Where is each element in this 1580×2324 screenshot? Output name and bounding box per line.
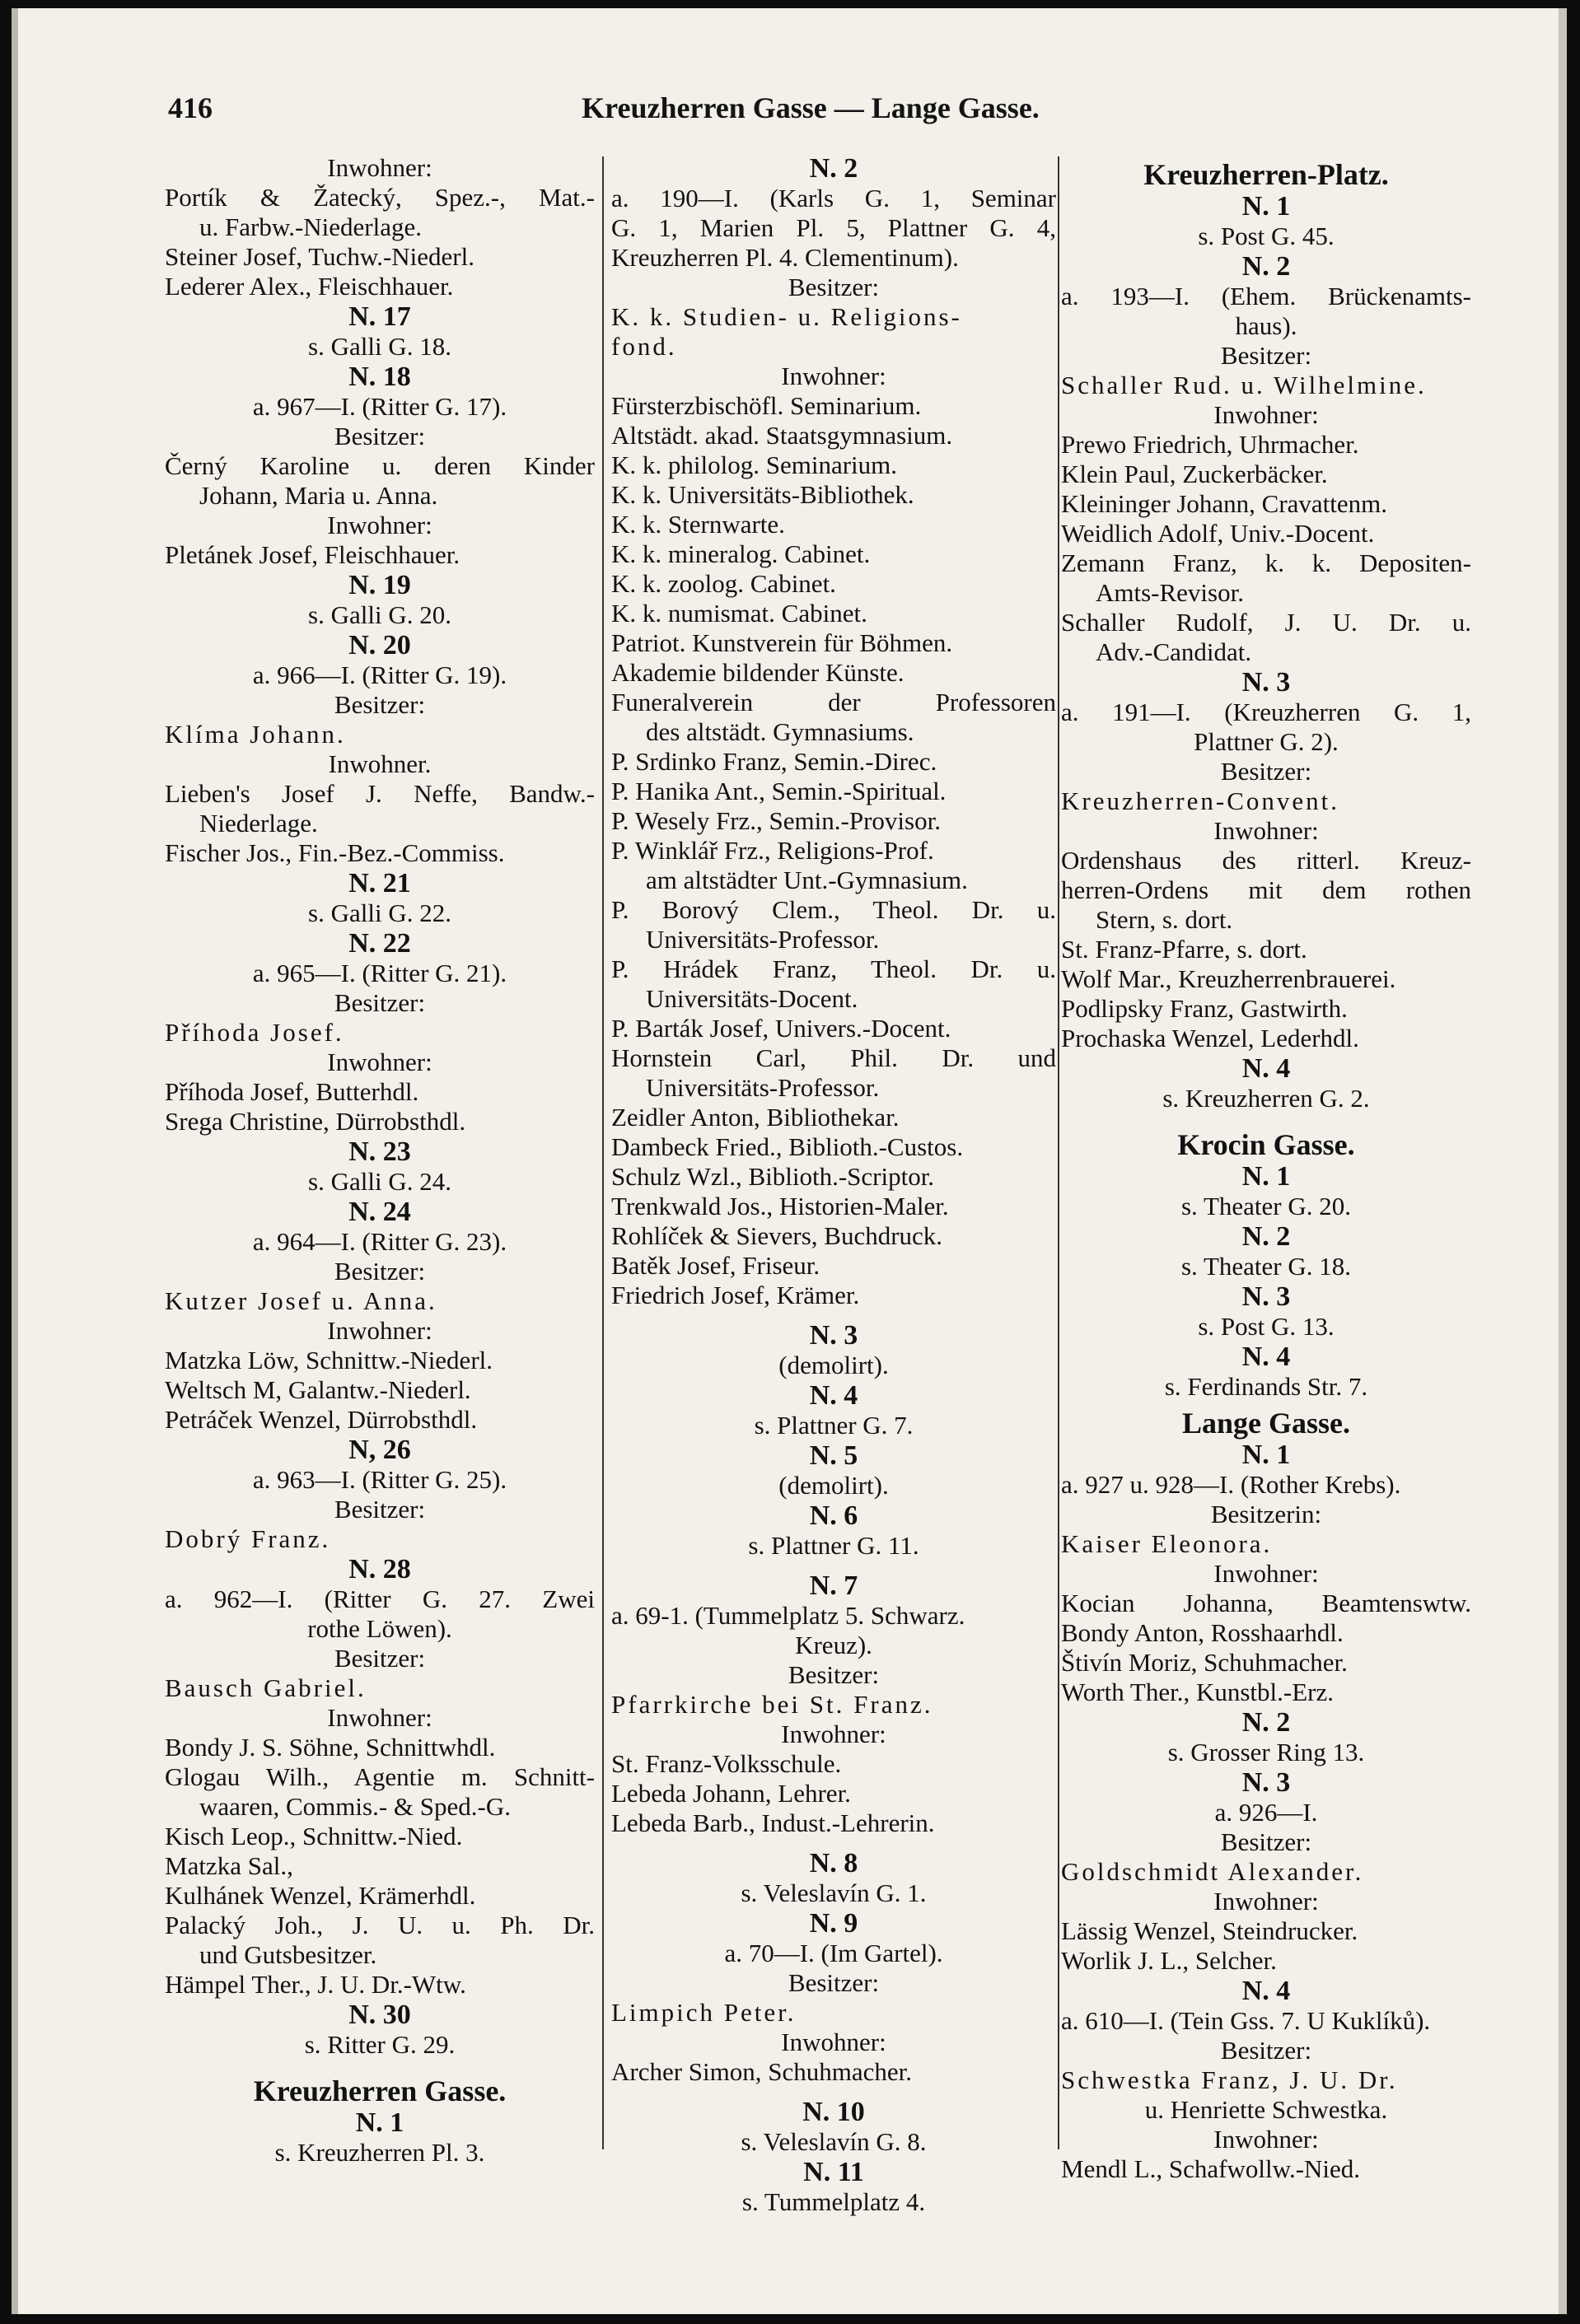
house-number: N. 17 <box>348 301 411 332</box>
centered-line: s. Kreuzherren Pl. 3. <box>274 2138 485 2167</box>
entry-line: Zemann Franz, k. k. Depositen- <box>1061 548 1471 577</box>
centered-line: s. Veleslavín G. 8. <box>741 2127 927 2156</box>
entry-line: Worlik J. L., Selcher. <box>1061 1946 1277 1975</box>
entry-line: P. Winklář Frz., Religions-Prof. <box>611 836 934 865</box>
centered-line: s. Theater G. 20. <box>1180 1192 1352 1220</box>
centered-line: Inwohner: <box>1213 1887 1319 1916</box>
entry-line: Srega Christine, Dürrobsthdl. <box>165 1107 466 1136</box>
centered-line: u. Henriette Schwestka. <box>1144 2095 1388 2124</box>
entry-line: a. 610—I. (Tein Gss. 7. U Kuklíků). <box>1061 2006 1431 2035</box>
entry-line: Batěk Josef, Friseur. <box>611 1251 820 1280</box>
entry-line: K. k. numismat. Cabinet. <box>611 599 867 628</box>
entry-line: P. Srdinko Franz, Semin.-Direc. <box>611 747 937 776</box>
house-number: N. 2 <box>1241 1707 1291 1738</box>
entry-line: Štivín Moriz, Schuhmacher. <box>1061 1648 1348 1677</box>
centered-line: a. 964—I. (Ritter G. 23). <box>252 1227 507 1256</box>
centered-line: s. Ritter G. 29. <box>304 2030 456 2059</box>
entry-line: herren-Ordens mit dem rothen <box>1061 875 1471 904</box>
entry-line: a. 69-1. (Tummelplatz 5. Schwarz. <box>611 1601 965 1630</box>
column-rule-left <box>602 156 604 2149</box>
house-number: N. 1 <box>355 2107 404 2138</box>
owner-line: Limpich Peter. <box>611 1998 797 2027</box>
entry-line: Kreuzherren Pl. 4. Clementinum). <box>611 243 959 272</box>
house-number: N. 3 <box>1241 667 1291 698</box>
centered-line: haus). <box>1235 311 1297 340</box>
house-number: N. 8 <box>809 1848 858 1878</box>
continuation-line: des altstädt. Gymnasiums. <box>646 717 914 746</box>
entry-line: a. 191—I. (Kreuzherren G. 1, <box>1061 698 1471 726</box>
house-number: N. 5 <box>809 1440 858 1471</box>
centered-line: Besitzer: <box>334 1257 426 1286</box>
centered-line: Inwohner: <box>1213 1559 1319 1588</box>
centered-line: Besitzer: <box>334 1495 426 1524</box>
entry-line: Hämpel Ther., J. U. Dr.-Wtw. <box>165 1970 466 1999</box>
entry-line: Kulhánek Wenzel, Krämerhdl. <box>165 1881 476 1910</box>
column-left <box>165 153 595 2168</box>
centered-line: s. Post G. 13. <box>1198 1312 1335 1341</box>
centered-line: s. Galli G. 18. <box>308 332 451 361</box>
entry-line: Lebeda Johann, Lehrer. <box>611 1779 851 1808</box>
owner-line: K. k. Studien- u. Religions- <box>611 302 962 331</box>
entry-line: Dambeck Fried., Biblioth.-Custos. <box>611 1132 964 1161</box>
entry-line: K. k. zoolog. Cabinet. <box>611 569 836 598</box>
spacer <box>611 1838 1056 1848</box>
continuation-line: Universitäts-Docent. <box>646 984 858 1013</box>
entry-line: Kocian Johanna, Beamtenswtw. <box>1061 1589 1471 1617</box>
house-number: N. 18 <box>348 362 411 392</box>
entry-line: Trenkwald Jos., Historien-Maler. <box>611 1192 949 1220</box>
house-number: N. 28 <box>348 1554 411 1584</box>
entry-line: Matzka Sal., <box>165 1851 293 1880</box>
entry-line: Prochaska Wenzel, Lederhdl. <box>1061 1024 1359 1052</box>
street-heading: Lange Gasse. <box>1181 1407 1350 1440</box>
house-number: N, 26 <box>348 1435 411 1465</box>
centered-line: Besitzer: <box>334 988 426 1017</box>
entry-line: P. Borový Clem., Theol. Dr. u. <box>611 895 1056 924</box>
centered-line: Besitzer: <box>1220 757 1312 786</box>
street-heading: Kreuzherren-Platz. <box>1143 158 1389 191</box>
owner-line: Pfarrkirche bei St. Franz. <box>611 1690 933 1719</box>
owner-line: Kreuzherren-Convent. <box>1061 786 1340 815</box>
centered-line: (demolirt). <box>778 1351 889 1379</box>
centered-line: a. 965—I. (Ritter G. 21). <box>252 959 507 987</box>
centered-line: a. 963—I. (Ritter G. 25). <box>252 1465 507 1494</box>
entry-line: Schulz Wzl., Biblioth.-Scriptor. <box>611 1162 935 1191</box>
centered-line: Inwohner: <box>781 362 886 390</box>
centered-line: Inwohner: <box>1213 400 1319 429</box>
column-right <box>1061 153 1471 2184</box>
centered-line: s. Theater G. 18. <box>1180 1252 1352 1281</box>
entry-line: Mendl L., Schafwollw.-Nied. <box>1061 2154 1361 2183</box>
entry-line: Bondy Anton, Rosshaarhdl. <box>1061 1618 1344 1647</box>
entry-line: Schaller Rudolf, J. U. Dr. u. <box>1061 608 1471 637</box>
entry-line: P. Barták Josef, Univers.-Docent. <box>611 1014 951 1043</box>
house-number: N. 4 <box>809 1380 858 1411</box>
continuation-line: Niederlage. <box>199 809 318 838</box>
house-number: N. 4 <box>1241 1342 1291 1372</box>
entry-line: Patriot. Kunstverein für Böhmen. <box>611 628 953 657</box>
entry-line: Lässig Wenzel, Steindrucker. <box>1061 1916 1358 1945</box>
entry-line: Palacký Joh., J. U. u. Ph. Dr. <box>165 1911 595 1939</box>
house-number: N. 9 <box>809 1908 858 1939</box>
entry-line: Prewo Friedrich, Uhrmacher. <box>1061 430 1359 459</box>
centered-line: Besitzer: <box>788 1968 880 1997</box>
centered-line: s. Kreuzherren G. 2. <box>1162 1084 1370 1113</box>
entry-line: St. Franz-Pfarre, s. dort. <box>1061 935 1307 964</box>
entry-line: a. 962—I. (Ritter G. 27. Zwei <box>165 1584 595 1613</box>
centered-line: Inwohner: <box>327 1703 432 1732</box>
entry-line: Fischer Jos., Fin.-Bez.-Commiss. <box>165 838 505 867</box>
centered-line: s. Ferdinands Str. 7. <box>1164 1372 1368 1401</box>
entry-line: Weltsch M, Galantw.-Niederl. <box>165 1375 471 1404</box>
entry-line: Lederer Alex., Fleischhauer. <box>165 272 454 301</box>
entry-line: Matzka Löw, Schnittw.-Niederl. <box>165 1346 493 1374</box>
house-number: N. 1 <box>1241 1440 1291 1470</box>
entry-line: Weidlich Adolf, Univ.-Docent. <box>1061 519 1375 548</box>
house-number: N. 30 <box>348 2000 411 2030</box>
centered-line: s. Galli G. 20. <box>308 600 451 629</box>
entry-line: a. 190—I. (Karls G. 1, Seminar <box>611 184 1056 212</box>
house-number: N. 4 <box>1241 1976 1291 2006</box>
spacer <box>611 1561 1056 1570</box>
centered-line: s. Veleslavín G. 1. <box>741 1878 927 1907</box>
house-number: N. 6 <box>809 1500 858 1531</box>
entry-line: St. Franz-Volksschule. <box>611 1749 842 1778</box>
centered-line: s. Plattner G. 11. <box>748 1531 919 1560</box>
house-number: N. 2 <box>1241 1221 1291 1252</box>
house-number: N. 24 <box>348 1197 411 1227</box>
entry-line: Friedrich Josef, Krämer. <box>611 1281 860 1309</box>
house-number: N. 2 <box>1241 251 1291 282</box>
owner-line: fond. <box>611 332 677 361</box>
entry-line: Wolf Mar., Kreuzherrenbrauerei. <box>1061 964 1396 993</box>
entry-line: Klein Paul, Zuckerbäcker. <box>1061 460 1328 488</box>
owner-line: Příhoda Josef. <box>165 1018 344 1047</box>
centered-line: Besitzer: <box>334 422 426 450</box>
house-number: N. 20 <box>348 630 411 660</box>
entry-line: Lebeda Barb., Indust.-Lehrerin. <box>611 1808 935 1837</box>
house-number: N. 7 <box>809 1570 858 1601</box>
centered-line: s. Post G. 45. <box>1198 222 1335 250</box>
centered-line: Besitzer: <box>788 273 880 301</box>
house-number: N. 21 <box>348 868 411 898</box>
centered-line: Besitzer: <box>1220 1827 1312 1856</box>
centered-line: Besitzerin: <box>1210 1500 1322 1528</box>
house-number: N. 19 <box>348 570 411 600</box>
centered-line: s. Plattner G. 7. <box>754 1411 914 1440</box>
house-number: N. 22 <box>348 928 411 959</box>
centered-line: a. 926—I. <box>1214 1798 1318 1827</box>
owner-line: Goldschmidt Alexander. <box>1061 1857 1364 1886</box>
owner-line: Schaller Rud. u. Wilhelmine. <box>1061 371 1427 399</box>
centered-line: Besitzer: <box>334 1644 426 1673</box>
page-number: 416 <box>168 91 213 124</box>
entry-line: a. 927 u. 928—I. (Rother Krebs). <box>1061 1470 1401 1499</box>
page-header <box>168 91 1453 132</box>
column-rule-right <box>1058 156 1059 2149</box>
continuation-line: Johann, Maria u. Anna. <box>199 481 438 510</box>
continuation-line: Amts-Revisor. <box>1096 578 1244 607</box>
spacer <box>611 2087 1056 2097</box>
centered-line: Inwohner: <box>1213 816 1319 845</box>
entry-line: K. k. philolog. Seminarium. <box>611 450 898 479</box>
entry-line: Lieben's Josef J. Neffe, Bandw.- <box>165 779 595 808</box>
entry-line: Funeralverein der Professoren <box>611 688 1056 716</box>
centered-line: Inwohner: <box>781 1720 886 1748</box>
centered-line: Inwohner: <box>781 2028 886 2056</box>
house-number: N. 1 <box>1241 1161 1291 1192</box>
entry-line: Petráček Wenzel, Dürrobsthdl. <box>165 1405 478 1434</box>
book-page <box>12 8 1567 2314</box>
entry-line: Příhoda Josef, Butterhdl. <box>165 1077 419 1106</box>
centered-line: Inwohner: <box>327 153 432 182</box>
continuation-line: Adv.-Candidat. <box>1096 637 1252 666</box>
centered-line: Inwohner: <box>1213 2125 1319 2154</box>
centered-line: s. Galli G. 24. <box>308 1167 451 1196</box>
centered-line: s. Tummelplatz 4. <box>741 2187 926 2216</box>
centered-line: Plattner G. 2). <box>1194 727 1339 756</box>
entry-line: K. k. mineralog. Cabinet. <box>611 539 871 568</box>
centered-line: s. Grosser Ring 13. <box>1167 1738 1365 1766</box>
house-number: N. 2 <box>809 153 858 184</box>
centered-line: s. Galli G. 22. <box>308 898 451 927</box>
entry-line: Fürsterzbischöfl. Seminarium. <box>611 391 922 420</box>
centered-line: Inwohner: <box>327 1048 432 1076</box>
centered-line: Inwohner. <box>328 749 432 778</box>
spacer <box>1061 1113 1471 1123</box>
centered-line: a. 70—I. (Im Gartel). <box>724 1939 943 1967</box>
entry-line: G. 1, Marien Pl. 5, Plattner G. 4, <box>611 213 1056 242</box>
centered-line: Besitzer: <box>788 1660 880 1689</box>
house-number: N. 3 <box>1241 1281 1291 1312</box>
centered-line: rothe Löwen). <box>307 1614 452 1643</box>
entry-line: P. Hanika Ant., Semin.-Spiritual. <box>611 777 947 805</box>
house-number: N. 23 <box>348 1136 411 1167</box>
entry-line: Glogau Wilh., Agentie m. Schnitt- <box>165 1762 595 1791</box>
house-number: N. 4 <box>1241 1053 1291 1084</box>
entry-line: Steiner Josef, Tuchw.-Niederl. <box>165 242 474 271</box>
continuation-line: und Gutsbesitzer. <box>199 1940 377 1969</box>
entry-line: Zeidler Anton, Bibliothekar. <box>611 1103 900 1132</box>
entry-line: P. Hrádek Franz, Theol. Dr. u. <box>611 954 1056 983</box>
centered-line: Besitzer: <box>334 690 426 719</box>
entry-line: K. k. Universitäts-Bibliothek. <box>611 480 914 509</box>
entry-line: P. Wesely Frz., Semin.-Provisor. <box>611 806 941 835</box>
entry-line: K. k. Sternwarte. <box>611 510 785 539</box>
centered-line: a. 967—I. (Ritter G. 17). <box>252 392 507 421</box>
street-heading: Kreuzherren Gasse. <box>253 2074 507 2107</box>
house-number: N. 1 <box>1241 191 1291 222</box>
entry-line: Portík & Žatecký, Spez.-, Mat.- <box>165 183 595 212</box>
house-number: N. 11 <box>803 2157 864 2187</box>
entry-line: Akademie bildender Künste. <box>611 658 905 687</box>
entry-line: Altstädt. akad. Staatsgymnasium. <box>611 421 953 450</box>
entry-line: Černý Karoline u. deren Kinder <box>165 451 595 480</box>
entry-line: Kisch Leop., Schnittw.-Nied. <box>165 1822 463 1850</box>
entry-line: Pletánek Josef, Fleischhauer. <box>165 540 460 569</box>
entry-line: Kleininger Johann, Cravattenm. <box>1061 489 1388 518</box>
house-number: N. 3 <box>1241 1767 1291 1798</box>
entry-line: Podlipsky Franz, Gastwirth. <box>1061 994 1348 1023</box>
running-title: Kreuzherren Gasse — Lange Gasse. <box>582 91 1040 124</box>
house-number: N. 3 <box>809 1320 858 1351</box>
owner-line: Bausch Gabriel. <box>165 1673 367 1702</box>
owner-line: Kaiser Eleonora. <box>1061 1529 1273 1558</box>
entry-line: Ordenshaus des ritterl. Kreuz- <box>1061 846 1471 875</box>
centered-line: Inwohner: <box>327 511 432 539</box>
entry-line: a. 193—I. (Ehem. Brückenamts- <box>1061 282 1471 310</box>
entry-line: Bondy J. S. Söhne, Schnittwhdl. <box>165 1733 496 1762</box>
centered-line: Kreuz). <box>795 1631 872 1659</box>
spacer <box>611 1310 1056 1320</box>
street-heading: Krocin Gasse. <box>1177 1128 1355 1161</box>
column-middle <box>611 153 1056 2217</box>
continuation-line: am altstädter Unt.-Gymnasium. <box>646 866 968 894</box>
continuation-line: Universitäts-Professor. <box>646 925 880 954</box>
centered-line: Besitzer: <box>1220 2036 1312 2065</box>
entry-line: Rohlíček & Sievers, Buchdruck. <box>611 1221 943 1250</box>
entry-line: Worth Ther., Kunstbl.-Erz. <box>1061 1678 1334 1706</box>
centered-line: a. 966—I. (Ritter G. 19). <box>252 660 507 689</box>
owner-line: Kutzer Josef u. Anna. <box>165 1286 437 1315</box>
entry-line: Hornstein Carl, Phil. Dr. und <box>611 1043 1056 1072</box>
house-number: N. 10 <box>802 2097 865 2127</box>
continuation-line: waaren, Commis.- & Sped.-G. <box>199 1792 511 1821</box>
owner-line: Schwestka Franz, J. U. Dr. <box>1061 2065 1398 2094</box>
centered-line: Besitzer: <box>1220 341 1312 370</box>
owner-line: Klíma Johann. <box>165 720 346 749</box>
continuation-line: Stern, s. dort. <box>1096 905 1233 934</box>
owner-line: Dobrý Franz. <box>165 1524 331 1553</box>
entry-line: Archer Simon, Schuhmacher. <box>611 2057 913 2086</box>
centered-line: (demolirt). <box>778 1471 889 1500</box>
centered-line: Inwohner: <box>327 1316 432 1345</box>
continuation-line: Universitäts-Professor. <box>646 1073 880 1102</box>
spacer <box>165 2060 595 2070</box>
continuation-line: u. Farbw.-Niederlage. <box>199 212 422 241</box>
